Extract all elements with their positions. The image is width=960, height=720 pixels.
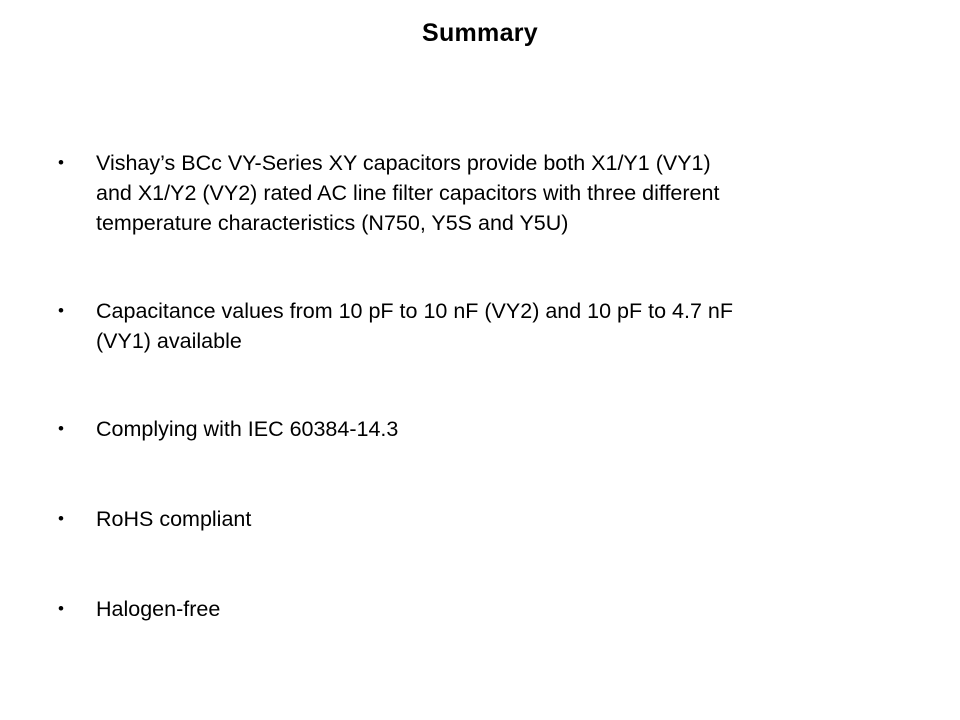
bullet-marker: • [58, 509, 64, 528]
bullet-marker: • [58, 419, 64, 438]
bullet-text: Vishay’s BCc VY-Series XY capacitors provide both X1/Y1 (VY1) and X1/Y2 (VY2) rated AC line filter capacitors with three different temperature characteristics (N750, Y5S and Y5U) [96, 151, 720, 235]
bullet-item-rohs [56, 504, 916, 534]
bullet-marker: • [58, 599, 64, 618]
bullet-text: Capacitance values from 10 pF to 10 nF (VY2) and 10 pF to 4.7 nF (VY1) available [96, 299, 733, 353]
bullet-item-halogen-free [56, 594, 916, 624]
bullet-marker: • [58, 153, 64, 172]
bullet-text: RoHS compliant [96, 507, 252, 531]
bullet-text: Halogen-free [96, 597, 221, 621]
bullet-marker: • [58, 301, 64, 320]
bullet-item-iec-compliance [56, 414, 916, 444]
bullet-item-capacitor-overview [56, 148, 916, 238]
bullet-text: Complying with IEC 60384-14.3 [96, 417, 399, 441]
slide-title: Summary [421, 19, 539, 47]
bullet-item-capacitance-values [56, 296, 916, 356]
